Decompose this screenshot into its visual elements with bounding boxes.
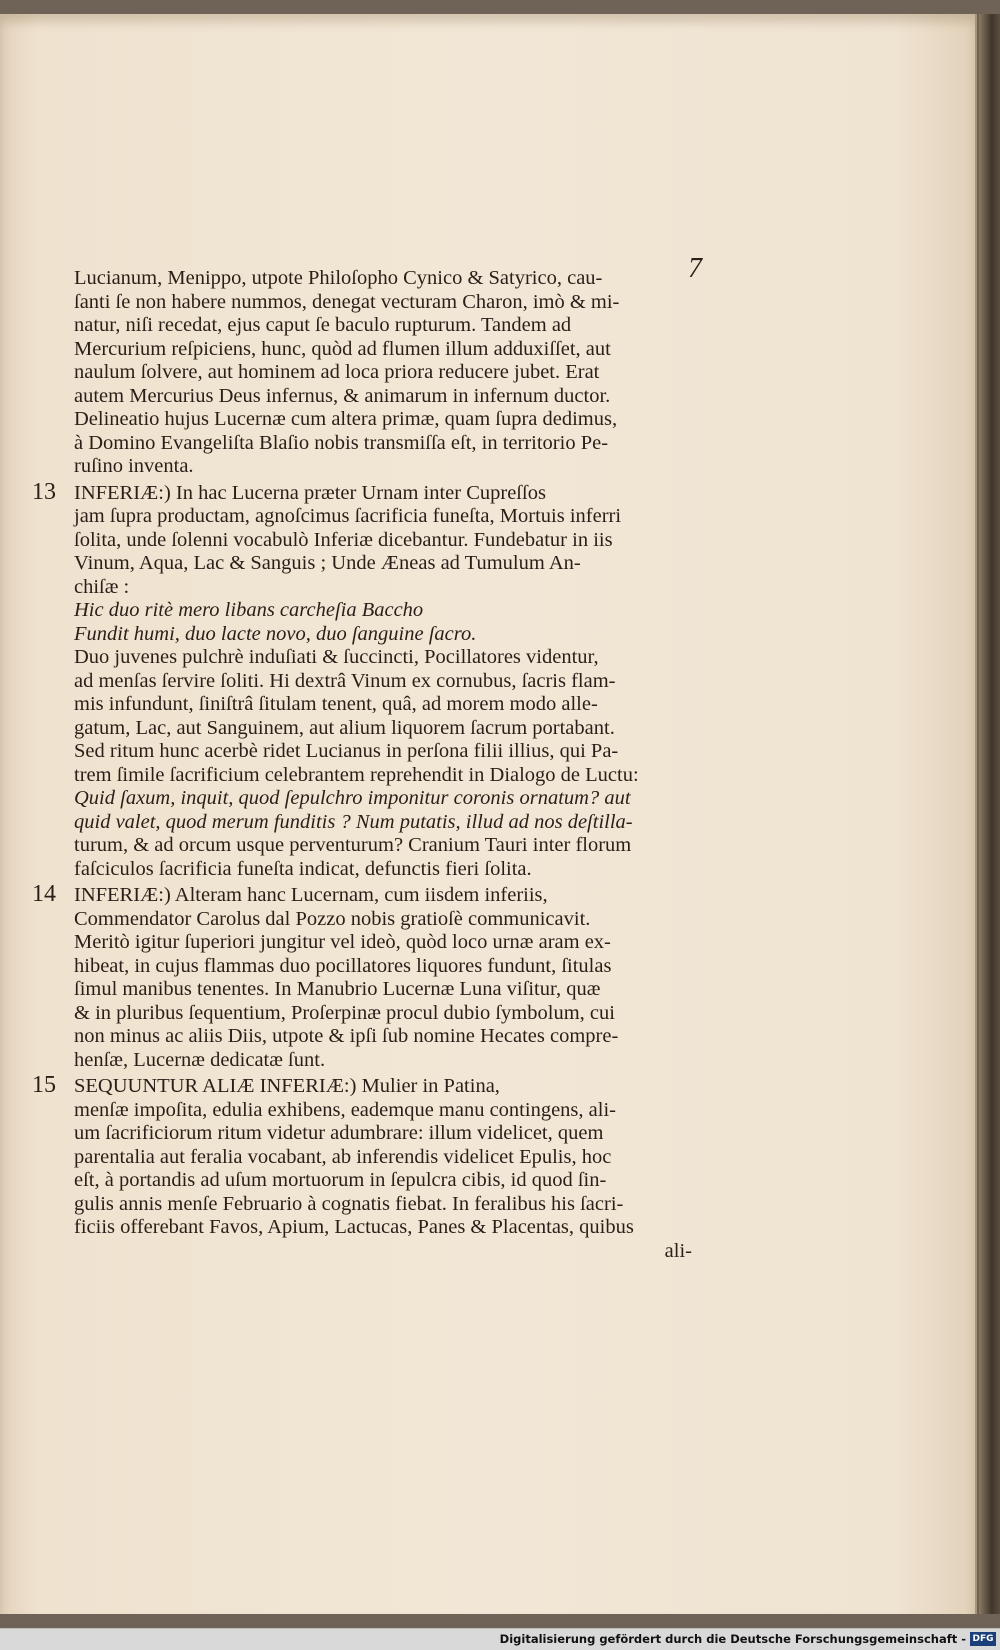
section-14 (32, 883, 692, 1072)
text-line: ad menſas ſervire ſoliti. Hi dextrâ Vinum ex cornubus, ſacris flam- (74, 669, 616, 692)
intro-paragraph (32, 267, 692, 479)
text-line: quid valet, quod merum funditis ? Num putatis, illud ad nos deſtilla- (74, 810, 633, 833)
text-line: turum, & ad orcum usque perventurum? Cranium Tauri inter florum (74, 834, 632, 856)
page-edge (979, 14, 1000, 1614)
text-line: & in pluribus ſequentium, Proſerpinæ procul dubio ſymbolum, cui (74, 1001, 615, 1024)
text-line: eſt, à portandis ad uſum mortuorum in ſepulcra cibis, id quod ſin- (74, 1169, 607, 1191)
text-line: henſæ, Lucernæ dedicatæ ſunt. (74, 1048, 326, 1071)
text-line: Lucianum, Menippo, utpote Philoſopho Cynico & Satyrico, cau- (74, 267, 603, 289)
text-line: Commendator Carolus dal Pozzo nobis gratioſè communicavit. (74, 907, 591, 930)
text-line: Delineatio hujus Lucernæ cum altera primæ, quam ſupra dedimus, (74, 408, 618, 430)
text-line: ſanti ſe non habere nummos, denegat vecturam Charon, imò & mi- (74, 290, 620, 313)
verse-line: Hic duo ritè mero libans carcheſia Baccho (74, 599, 424, 621)
text-line: ficiis offerebant Favos, Apium, Lactucas, Panes & Placentas, quibus (74, 1216, 634, 1238)
section-13 (32, 478, 692, 882)
text-line: Sed ritum hunc acerbè ridet Lucianus in perſona filii illius, qui Pa- (74, 740, 619, 762)
verse-line: Fundit humi, duo lacte novo, duo ſanguine ſacro. (74, 622, 477, 645)
text-line: Mercurium reſpiciens, hunc, quòd ad flumen illum adduxiſſet, aut (74, 337, 611, 360)
text-line: jam ſupra productam, agnoſcimus ſacrificia funeſta, Mortuis inferri (74, 505, 622, 527)
text-line: ruſino inventa. (74, 455, 194, 477)
text-line: mis infundunt, ſiniſtrâ ſitulam tenent, quâ, ad morem modo alle- (74, 693, 598, 715)
text-line: INFERIÆ:) In hac Lucerna præter Urnam inter Cupreſſos (74, 481, 546, 504)
text-line: non minus ac aliis Diis, utpote & ipſi ſub nomine Hecates compre- (74, 1025, 619, 1047)
text-line: naulum ſolvere, aut hominem ad loca priora reducere jubet. Erat (74, 361, 600, 383)
text-line: um ſacrificiorum ritum videtur adumbrare: illum videlicet, quem (74, 1122, 604, 1144)
text-block (32, 253, 702, 1263)
text-line: autem Mercurius Deus infernus, & animarum in infernum ductor. (74, 384, 611, 407)
text-line: SEQUUNTUR ALIÆ INFERIÆ:) Mulier in Patina, (74, 1075, 500, 1097)
text-line: hibeat, in cujus flammas duo pocillatores liquores fundunt, ſitulas (74, 954, 612, 977)
footer-bar (0, 1628, 1000, 1650)
section-number: 14 (32, 881, 56, 907)
catchword: ali- (664, 1239, 692, 1262)
text-line: gulis annis menſe Februario à cognatis fiebat. In feralibus his ſacri- (74, 1192, 624, 1215)
text-line: parentalia aut feralia vocabant, ab inferendis videlicet Epulis, hoc (74, 1145, 612, 1168)
text-line: Duo juvenes pulchrè induſiati & ſuccincti, Pocillatores videntur, (74, 646, 599, 668)
text-line: chiſæ : (74, 575, 130, 598)
text-line: INFERIÆ:) Alteram hanc Lucernam, cum iisdem inferiis, (74, 884, 548, 906)
text-line: menſæ impoſita, edulia exhibens, eademque manu contingens, ali- (74, 1098, 616, 1121)
footer-credit: Digitalisierung gefördert durch die Deutsche Forschungsgemeinschaft - (499, 1632, 966, 1646)
text-line: natur, niſi recedat, ejus caput ſe baculo rupturum. Tandem ad (74, 314, 572, 336)
section-15 (32, 1074, 692, 1263)
text-line: ſolita, unde ſolenni vocabulò Inferiæ dicebantur. Fundebatur in iis (74, 528, 613, 551)
text-line: Vinum, Aqua, Lac & Sanguis ; Unde Æneas ad Tumulum An- (74, 552, 581, 574)
page-number: 7 (688, 253, 702, 284)
text-line: ſimul manibus tenentes. In Manubrio Lucernæ Luna viſitur, quæ (74, 978, 601, 1000)
text-line: trem ſimile ſacrificium celebrantem reprehendit in Dialogo de Luctu: (74, 763, 639, 786)
text-line: Quid ſaxum, inquit, quod ſepulchro imponitur coronis ornatum? aut (74, 787, 631, 809)
text-line: faſciculos ſacrificia funeſta indicat, defunctis fieri ſolita. (74, 857, 532, 880)
section-number: 15 (32, 1072, 56, 1098)
dfg-logo-icon[interactable]: DFG (970, 1632, 996, 1646)
text-line: Meritò igitur ſuperiori jungitur vel ideò, quòd loco urnæ aram ex- (74, 931, 611, 953)
text-line: à Domino Evangeliſta Blaſio nobis transmiſſa eſt, in territorio Pe- (74, 431, 609, 454)
book-page (0, 14, 977, 1614)
section-number: 13 (32, 478, 56, 505)
text-line: gatum, Lac, aut Sanguinem, aut alium liquorem ſacrum portabant. (74, 716, 615, 739)
